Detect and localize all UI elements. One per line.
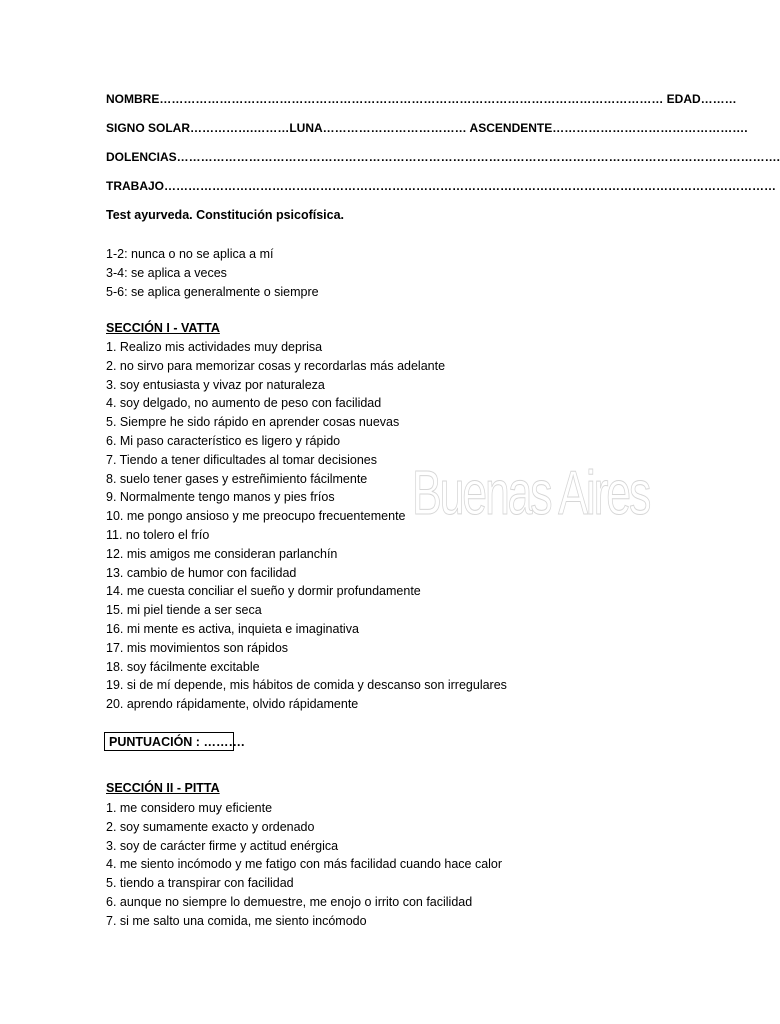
list-item: 7. si me salto una comida, me siento incómodo [106,913,367,928]
scale-item: 3-4: se aplica a veces [106,266,227,280]
list-item: 5. Siempre he sido rápido en aprender cosas nuevas [106,415,400,430]
list-item: 12. mis amigos me consideran parlanchín [106,546,338,561]
list-item: 4. me siento incómodo y me fatigo con más facilidad cuando hace calor [106,857,503,872]
list-item: 7. Tiendo a tener dificultades al tomar decisiones [106,452,377,467]
list-item: 5. tiendo a transpirar con facilidad [106,876,294,891]
list-item: 17. mis movimientos son rápidos [106,640,289,655]
scale-item: 1-2: nunca o no se aplica a mí [106,247,274,261]
list-item: 4. soy delgado, no aumento de peso con facilidad [106,396,382,411]
scale-item: 5-6: se aplica generalmente o siempre [106,285,319,299]
trabajo-line: TRABAJO……………………………………………………………………………………………………………………………………… [106,179,777,193]
list-item: 18. soy fácilmente excitable [106,659,260,674]
section-1-list [106,338,507,714]
list-item: 2. soy sumamente exacto y ordenado [106,819,315,834]
section-1-heading: SECCIÓN I - VATTA [106,321,220,335]
list-item: 1. me considero muy eficiente [106,801,273,815]
list-item: 3. soy de carácter firme y actitud enérgica [106,838,339,853]
list-item: 13. cambio de humor con facilidad [106,565,297,580]
list-item: 19. si de mí depende, mis hábitos de comida y descanso son irregulares [106,678,507,693]
signo-luna-ascendente-line: SIGNO SOLAR…………….………LUNA……………………………… ASCENDENTE…………………………………………. [106,121,748,135]
document-title: Test ayurveda. Constitución psicofísica. [106,208,345,222]
list-item: 6. aunque no siempre lo demuestre, me enojo o irrito con facilidad [106,894,473,909]
list-item: 1. Realizo mis actividades muy deprisa [106,340,323,354]
list-item: 2. no sirvo para memorizar cosas y recordarlas más adelante [106,358,446,373]
score-field[interactable]: PUNTUACIÓN : ………. [104,732,234,751]
list-item: 3. soy entusiasta y vivaz por naturaleza [106,377,325,392]
scale-legend [106,245,319,302]
section-2-heading: SECCIÓN II - PITTA [106,781,220,795]
list-item: 15. mi piel tiende a ser seca [106,603,262,618]
list-item: 6. Mi paso característico es ligero y rápido [106,433,341,448]
section-2-list [106,799,502,931]
list-item: 16. mi mente es activa, inquieta e imaginativa [106,621,359,636]
list-item: 8. suelo tener gases y estreñimiento fácilmente [106,471,368,486]
list-item: 10. me pongo ansioso y me preocupo frecuentemente [106,509,406,524]
watermark-text: Buenas Aires [412,459,650,528]
nombre-edad-line: NOMBRE……………………………………………………………………………………………………………… EDAD……… [106,92,737,106]
list-item: 14. me cuesta conciliar el sueño y dormir profundamente [106,584,421,599]
list-item: 20. aprendo rápidamente, olvido rápidamente [106,697,359,712]
dolencias-line: DOLENCIAS……………………………………………………………………………………………………………………………………. [106,150,780,164]
list-item: 9. Normalmente tengo manos y pies fríos [106,490,335,505]
list-item: 11. no tolero el frío [106,527,210,542]
